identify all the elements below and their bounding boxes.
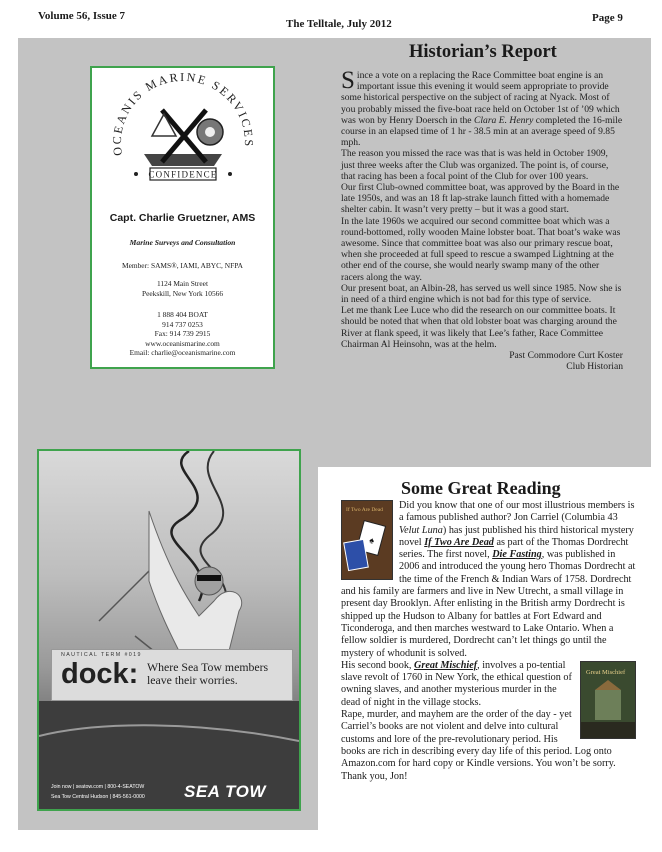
card-phone: 914 737 0253 xyxy=(162,319,203,329)
ad-contact-line: Join now | seatow.com | 800-4-SEATOW xyxy=(51,784,145,790)
card-phone: 1 888 404 BOAT xyxy=(157,310,208,319)
paragraph: The reason you missed the race was that is was held in October 1909, just three weeks after the Club was organized. The point is, of course, that racing has been a focal point of the Club for over 100 years. xyxy=(341,148,609,182)
sailor-photo-icon xyxy=(39,451,299,809)
paragraph: In the late 1960s we acquired our second committee boat which was a round-bottomed, rolly wooden Maine lobster boat. That boat’s wake was awesome. Since that committee boat was also our primary rescue boat, when she proceeded at full speed to rescue a swamped Lightning at the other end of the course, she would nearly swamp many of the other racers along the way. xyxy=(341,215,621,283)
paragraph xyxy=(341,67,623,149)
seatow-advertisement xyxy=(37,449,301,811)
historian-report-body xyxy=(341,67,623,373)
drop-cap: S xyxy=(341,67,355,94)
book-title-if-two-are-dead: If Two Are Dead xyxy=(424,536,494,548)
publication-label: The Telltale, July 2012 xyxy=(286,18,392,30)
text-run: , was published in 2006 and introduced the young hero Thomas Dordrecht at the time of the French & Indian Wars of 1758. Dordrecht and his family are farmers and live in New Utrecht, a small village in present day Brooklyn. After enlisting in the British army Dordrecht is shipped up the Hudson to Albany for battles at Fort Edward and Ticonderoga, and then marches westward to Lake Ontario. When a fellow soldier is murdered, Dordrecht can’t let things go until the mystery of whodunit is solved. xyxy=(341,549,636,659)
reading-section-body xyxy=(341,500,636,783)
book-cover-great-mischief-icon xyxy=(580,661,636,739)
svg-text:OCEANIS MARINE SERVICES xyxy=(110,70,256,157)
oceanis-logo-icon xyxy=(102,70,264,198)
signature-title: Club Historian xyxy=(566,361,623,373)
paragraph: Rape, murder, and mayhem are the order of the day - yet Carriel’s books are not violent and delve into cultural customs and lore of the pre-revolutionary period. His books are rich in describing every day life of this period. Log onto Amazon.com for hard copy or Kindle versions. You won’t be sorry. Thank you, Jon! xyxy=(341,709,616,782)
book-title-great-mischief: Great Mischief xyxy=(414,659,478,671)
card-tagline: Marine Surveys and Consultation xyxy=(129,238,236,247)
text-run: as part of the Thomas Dordrecht series. The first novel, xyxy=(399,536,629,561)
book-cover-title: Great Mischief xyxy=(586,668,626,676)
ad-location-line: Sea Tow Central Hudson | 845-561-0000 xyxy=(51,794,145,800)
oceanis-business-card xyxy=(90,66,275,369)
text-run: , involves a po-tential slave revolt of 1760 in New York, the ethical question of owning slaves, and another mysterious murder in the dead of night in the village stocks. xyxy=(341,659,572,708)
page-number: Page 9 xyxy=(592,12,623,24)
nautical-term-word: dock: xyxy=(61,658,139,690)
card-name: Capt. Charlie Gruetzner, AMS xyxy=(109,212,256,224)
logo-arc-text: OCEANIS MARINE SERVICES xyxy=(109,70,257,157)
text-run: completed the 16-mile course in an elapsed time of 1 hr - 38.5 min at an average speed of 9.85 mph. xyxy=(341,114,623,149)
svg-text:♠: ♠ xyxy=(368,534,376,546)
text-run: Did you know that one of our most illustrious members is a famous published author? Jon Carriel (Columbia 43 xyxy=(399,500,635,524)
signature-name: Past Commodore Curt Koster xyxy=(509,350,623,362)
card-address-line: 1124 Main Street xyxy=(156,279,209,288)
seatow-logo-icon: SEA TOW xyxy=(184,782,266,801)
boat-name: Velut Luna xyxy=(399,524,443,536)
paragraph: Our first Club-owned committee boat, was approved by the Board in the late 1950s, and was an 18 ft lap-strake launch fitted with a homemade shelter cabin. It wasn’t very pretty – but it was a good start. xyxy=(341,182,620,216)
card-website: www.oceanismarine.com xyxy=(145,338,220,348)
paragraph: Our present boat, an Albin-28, has served us well since 1985. Now she is in need of a third engine which is not bad for this type of service. xyxy=(341,282,622,306)
book-cover-if-two-are-dead-icon xyxy=(341,500,393,580)
reading-section-title: Some Great Reading xyxy=(401,478,561,498)
text-run: ) has just published his third historical mystery novel xyxy=(399,524,634,548)
card-membership: Member: SAMS®, IAMI, ABYC, NFPA xyxy=(122,261,243,270)
card-fax: Fax: 914 739 2915 xyxy=(154,329,211,338)
boat-name: Clara E. Henry xyxy=(473,114,534,126)
text-run: His second book, xyxy=(341,659,415,671)
card-contact xyxy=(92,310,273,358)
text-run: ince a vote on a replacing the Race Committee boat engine is an important issue this evening it would seem appropriate to provide some historical perspective on the subject of racing at Nyack. Most of you probably missed the five-boat race held on October 1st of ’09 which was won by Henry Doersch in the xyxy=(341,70,620,126)
issue-label: Volume 56, Issue 7 xyxy=(38,10,125,22)
card-address xyxy=(92,279,273,298)
historian-report-title: Historian’s Report xyxy=(409,42,557,62)
book-title-die-fasting: Die Fasting xyxy=(492,549,542,561)
paragraph: Let me thank Lee Luce who did the research on our committee boats. It should be noted that when that old lobster boat was charging around the River at flank speed, it was likely that Lee’s father, Race Committee Chairman Al Heinsohn, was at the helm. xyxy=(341,305,617,350)
card-address-line: Peekskill, New York 10566 xyxy=(141,288,224,298)
ad-tagline: Where Sea Tow members leave their worries. xyxy=(147,660,269,687)
book-cover-title: If Two Are Dead xyxy=(346,507,383,513)
logo-banner-text: CONFIDENCE xyxy=(148,169,218,180)
nautical-term-label: NAUTICAL TERM #019 xyxy=(61,652,142,658)
card-email: Email: charlie@oceanismarine.com xyxy=(129,348,236,357)
